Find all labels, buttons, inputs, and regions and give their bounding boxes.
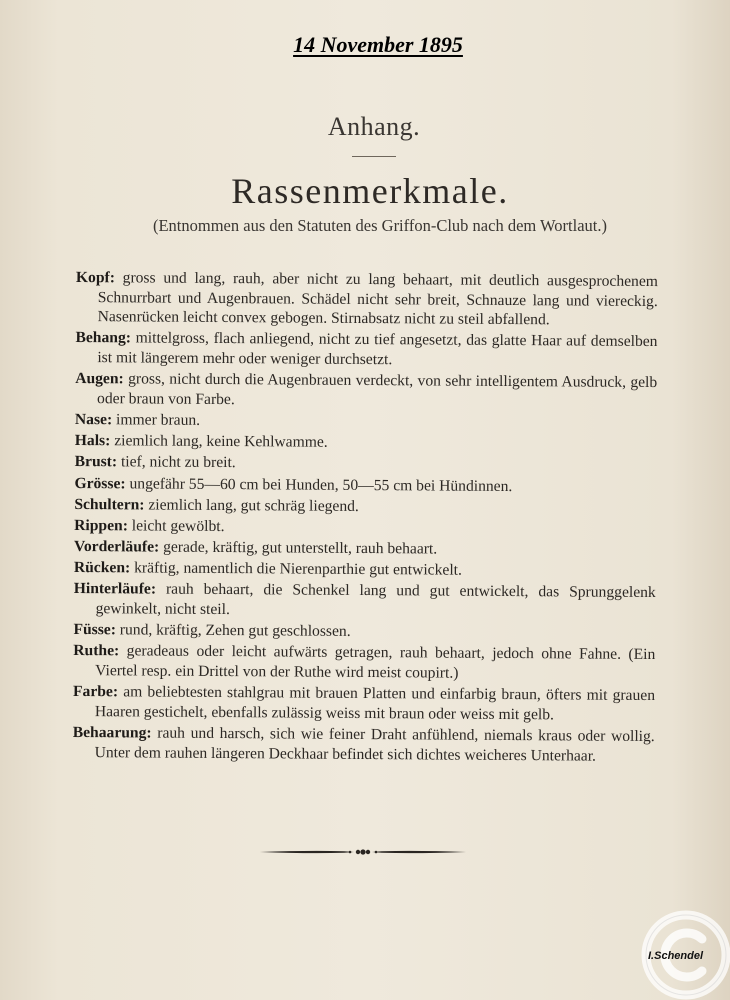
list-item: [75, 452, 657, 476]
entry-term: Rücken:: [73, 559, 131, 577]
entry-text: rund, kräftig, Zehen gut geschlossen.: [115, 621, 351, 641]
entry-text: tief, nicht zu breit.: [117, 453, 236, 472]
entry-text: leicht gewölbt.: [127, 517, 225, 535]
entry-term: Hinterläufe:: [73, 580, 157, 599]
entry-text: mittelgross, flach anliegend, nicht zu tief angesetzt, das glatte Haar auf demselben ist mit längerem mehr oder weniger durchsetzt.: [97, 329, 658, 369]
entry-text: am beliebtesten stahlgrau mit brauen Platten und einfarbig braun, öfters mit grauen Haaren gestichelt, ebenfalls zulässig weiss mit braun oder weiss mit gelb.: [94, 683, 656, 724]
entry-text: ziemlich lang, keine Kehlwamme.: [110, 432, 328, 451]
entry-text: rauh behaart, die Schenkel lang und gut entwickelt, das Sprunggelenk gewinkelt, nicht steil.: [95, 581, 656, 619]
entry-text: gross und lang, rauh, aber nicht zu lang behaart, mit deutlich ausgesprochenem Schnurrbart und Augenbrauen. Schädel nicht sehr breit, Schnauze lang und viereckig. Nasenrücken leicht convex gebogen. Stirnabsatz nicht zu steil abfallend.: [97, 269, 658, 329]
list-item: [73, 641, 655, 684]
page-title: Rassenmerkmale.: [231, 171, 509, 211]
breed-characteristics-list: [73, 268, 658, 768]
entry-text: rauh und harsch, sich wie feiner Draht anfühlend, niemals kraus oder wollig. Unter dem rauhen längeren Deckhaar befindet sich dichtes weicheres Unterhaar.: [94, 724, 655, 765]
source-note: (Entnommen aus den Statuten des Griffon-Club nach dem Wortlaut.): [152, 216, 607, 235]
entry-text: ziemlich lang, gut schräg liegend.: [144, 496, 359, 515]
entry-term: Farbe:: [72, 683, 119, 701]
entry-term: Brust:: [74, 453, 118, 471]
entry-term: Grösse:: [74, 474, 126, 492]
list-item: [73, 682, 655, 725]
list-item: [76, 268, 658, 331]
entry-term: Ruthe:: [73, 642, 120, 660]
list-item: [74, 537, 656, 561]
photographer-signature: I.Schendel: [648, 950, 704, 962]
list-item: [75, 369, 657, 412]
list-item: [73, 620, 655, 644]
entry-term: Behang:: [75, 329, 132, 347]
entry-term: Füsse:: [73, 621, 116, 639]
entry-text: gerade, kräftig, gut unterstellt, rauh behaart.: [159, 538, 438, 558]
entry-term: Rippen:: [74, 516, 128, 535]
list-item: [75, 431, 657, 455]
entry-text: immer braun.: [112, 411, 201, 429]
entry-text: geradeaus oder leicht aufwärts getragen, rauh behaart, jedoch ohne Fahne. (Ein Viertel resp. ein Drittel von der Ruthe wird meist coupirt.): [95, 642, 656, 682]
entry-term: Kopf:: [75, 268, 115, 287]
date-header: 14 November 1895: [293, 32, 463, 57]
list-item: [74, 495, 656, 519]
entry-text: ungefähr 55—60 cm bei Hunden, 50—55 cm bei Hündinnen.: [125, 474, 513, 495]
entry-term: Nase:: [74, 410, 113, 429]
section-heading: Anhang.: [327, 112, 421, 141]
entry-text: gross, nicht durch die Augenbrauen verdeckt, von sehr intelligentem Ausdruck, gelb oder braun von Farbe.: [97, 370, 658, 408]
entry-term: Vorderläufe:: [73, 538, 160, 556]
list-item: [73, 723, 655, 766]
entry-term: Hals:: [74, 432, 111, 450]
list-item: [74, 473, 656, 497]
heading-divider: [352, 156, 396, 157]
entry-term: Augen:: [75, 370, 124, 388]
entry-text: kräftig, namentlich die Nierenparthie gut entwickelt.: [130, 559, 462, 579]
ornamental-divider: [258, 844, 468, 860]
list-item: [74, 558, 656, 582]
list-item: [75, 328, 657, 371]
entry-term: Schultern:: [74, 495, 145, 514]
entry-term: Behaarung:: [72, 723, 152, 742]
list-item: [75, 410, 657, 434]
list-item: [74, 579, 656, 622]
list-item: [74, 516, 656, 540]
